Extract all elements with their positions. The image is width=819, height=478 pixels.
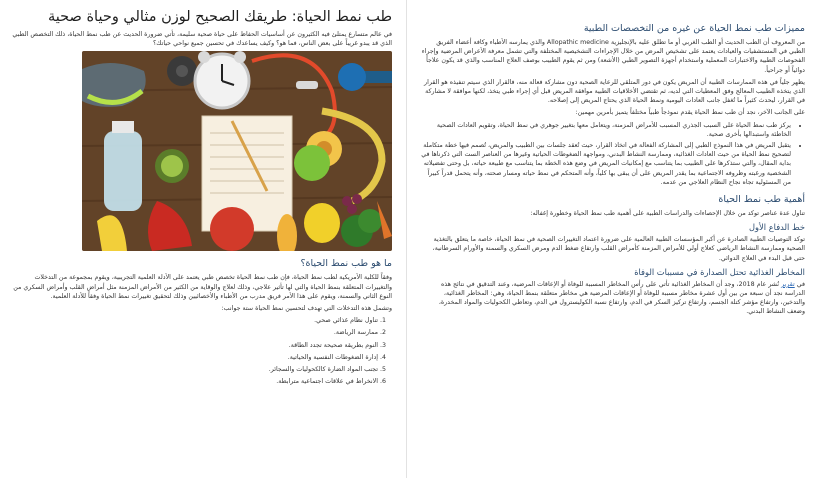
report-link[interactable]: تقرير xyxy=(781,280,795,288)
article-title: طب نمط الحياة: طريقك الصحيح لوزن مثالي وحياة صحية xyxy=(48,9,392,25)
dietary-prefix: في xyxy=(796,280,805,288)
page-divider xyxy=(406,0,407,478)
features-list xyxy=(420,121,805,187)
definition-paragraph: وفقاً للكلية الأمريكية لطب نمط الحياة، فإن طب نمط الحياة تخصص طبي يعتمد على الأدلة العلمية التجريبية، ويقوم بمجموعة من التدخلات والتغييرات المتعلقة بنمط الحياة والتي لها تأثير علاجي، وذلك لعلاج والوقاية من الكثير من الأمراض المزمنة مثل أمراض القلب وأمراض السكري من النوع الثاني والسمنة، ويقوم على هذا الأمر فريق مدرب من الأطباء والأخصائيين وذلك لتحقيق تغييرات نمط الحياة وفقاً للأدلة العلمية. xyxy=(13,274,392,300)
list-item: 2. ممارسة الرياضة. xyxy=(6,328,378,337)
list-item: • يركز طب نمط الحياة على السبب الجذري المسبب للأمراض المزمنة، ويتعامل معها بتغيير جوهري في نمط الحياة، وتقويم العادات الصحية الخاطئة واستبدالها بأخرى صحية. xyxy=(420,121,791,139)
intro-paragraph: في عالم متسارع يمتلئ فيه الكثيرون عن أساسيات الحفاظ على حياة صحية سليمة، تأتي ضرورة الحديث عن طب نمط الحياة، ذلك التخصص الطبي الذي قد يبدو غريباً على بعض الناس، فما هو؟ وكيف يساعدك في تحسين جميع نواحي حياتك؟ xyxy=(12,31,392,48)
features-heading: مميزات طب نمط الحياة عن غيره من التخصصات الطبية xyxy=(583,23,805,34)
list-item: 4. إدارة الضغوطات النفسية والحياتية. xyxy=(6,353,378,362)
list-item: 1. تناول نظام غذائي صحي. xyxy=(6,316,378,325)
patient-role-paragraph: يظهر جلياً في هذه الممارسات الطبية أن المريض يكون في دور المتلقي للرعاية الصحية دون مشاركة فعالة منه، فالقرار الذي سيتم تنفيذه هو القرار الذي يتخذه الطبيب المعالج وفق المعطيات التي لديه، ثم تقتضي الأخلاقيات الطبية موافقة المريض قبل أي إجراء طبي يتخذ، لكنها موافقة لا مشاركة في القرار، ليحدث كثيراً ما تُغفل جانب العادات اليومية ونمط الحياة الذي يحتاج المريض إلى إصلاحه. xyxy=(424,78,805,105)
dietary-risks-heading: المخاطر الغذائية تحتل الصدارة في مسببات الوفاة xyxy=(634,266,805,277)
right-page xyxy=(414,0,811,478)
what-is-heading: ما هو طب نمط الحياة؟ xyxy=(300,258,392,270)
list-item: • يتقبل المريض في هذا النموذج الطبي إلى المشاركة الفعالة في اتخاذ القرار، حيث تُعقد جلسات بين الطبيب والمريض، تُصمم فيها خطة متكاملة لتصحيح نمط الحياة من حيث العادات الغذائية، وممارسة النشاط البدني، ومواجهة الضغوطات الحياتية وغيرها من العناصر الست التي ذكرناها في بداية المقال، والتي ستذكرها على الطبيب بما يتناسب مع إمكانيات المريض في وضع هذه الخطة بما يتناسب مع طبيعة حياته، بل وحتى تفضيلاته الشخصية ورغبته وظروفه الاجتماعية بما يقدر المريض على أن يبقى بها كلياً، وأنه المتحكم في نمط حياته ومسار صحته، وأنه يتحمل قدراً كبيراً من المسئولية تجاه نجاح النظام العلاجي من عدمه. xyxy=(420,141,791,187)
hero-image xyxy=(82,51,392,251)
list-item: 5. تجنب المواد الضارة كالكحوليات والسجائر. xyxy=(6,365,378,374)
first-line-heading: خط الدفاع الأول xyxy=(749,222,805,233)
importance-paragraph: تناول عدة عناصر توكد من خلال الإحصاءات والدراسات الطبية على أهمية طب نمط الحياة وخطورة إغفاله: xyxy=(530,210,805,218)
aspects-list xyxy=(6,316,392,386)
first-line-paragraph: توكد التوصيات الطبية الصادرة عن أكبر المؤسسات الطبية العالمية على ضرورة اعتماد التغييرات الصحية في نمط الحياة، خاصة ما يتعلق بالتغذية الصحية وممارسة النشاط الرياضي كعلاج أولي للأمراض المزمنة كأمراض القلب وارتفاع ضغط الدم ومرض السكري والسمنة والأورام السرطانية، حتى قبل البدء في العلاج الدوائي. xyxy=(432,236,805,262)
left-page xyxy=(0,0,398,478)
list-item: 3. النوم بطريقة صحيحة تجدد الطاقة. xyxy=(6,341,378,350)
two-points-intro: على الجانب الآخر، نجد أن طب نمط الحياة يقدم نموذجاً طبياً مختلفاً يتميز بأمرين مهمين: xyxy=(575,109,805,117)
fitness-food-illustration xyxy=(82,51,392,251)
dietary-risks-paragraph xyxy=(420,280,805,317)
importance-heading: أهمية طب نمط الحياة xyxy=(718,194,805,206)
aspects-intro: وتشمل هذه التدخلات التي تهدف لتحسين نمط الحياة ستة جوانب: xyxy=(221,305,392,313)
dietary-rest: نُشر عام 2018، وجد أن المخاطر الغذائية تأتي على رأس المخاطر المسببة للوفاة أو الإعاقات المرضية، وعند التدقيق في نتائج هذه الدراسة نجد أن سبعة من بين أول عشرة مخاطر مسببة للوفاة أو الإعاقات المرضية هي مخاطر متعلقة بنمط الحياة، وهي: المخاطر الغذائية، والتدخين، وارتفاع مؤشر كتلة الجسم، وارتفاع تركيز السكر في الدم، وارتفاع نسبة الكوليسترول في الدم، وتعاطي الكحوليات والمواد المخدرة، وضعف النشاط البدني. xyxy=(438,280,805,316)
list-item: 6. الانخراط في علاقات اجتماعية مترابطة. xyxy=(6,377,378,386)
allopathic-paragraph: من المعروف أن الطب الحديث أو الطب الغربي أو ما تطلق عليه بالإنجليزية Allopathic medicine والذي يمارسه الأطباء وكافة أعضاء الفريق الطبي في المستشفيات والعيادات يعتمد على تشخيص المرض من خلال الإجراءات التشخيصية المختلفة والتي تشمل معرفة الأعراض المرضية وإجراء الفحوصات الطبية والاختبارات المعملية واستخدام أجهزة التصوير الطبي (الأشعة) ومن ثم يقوم الطبيب بوصف العلاج المناسب والذي قد يكون علاجاً دوائياً أو جراحياً. xyxy=(421,39,805,74)
